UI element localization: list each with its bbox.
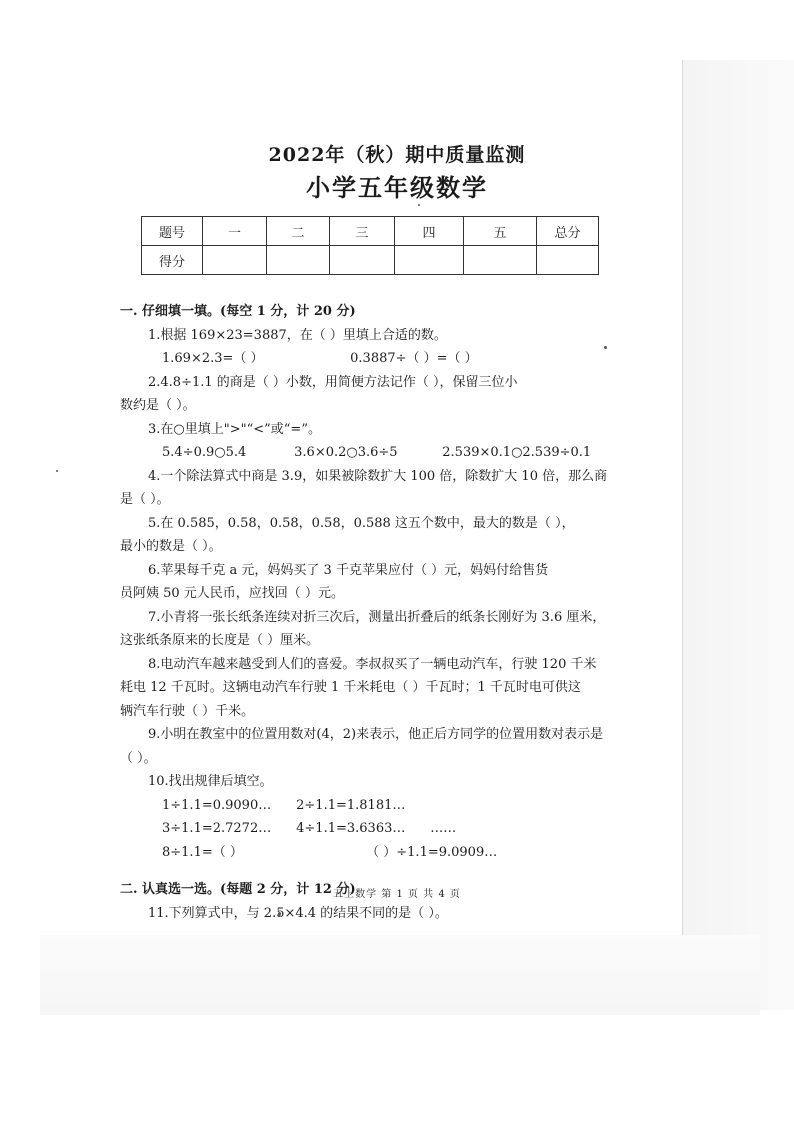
exam-content [120, 300, 680, 925]
question-2: 2.4.8÷1.1 的商是（ ）小数，用简便方法记作（ ），保留三位小 [148, 374, 518, 390]
score-cell[interactable] [395, 246, 464, 275]
exam-title: 2022年（秋）期中质量监测 [268, 144, 526, 166]
question-4-cont: 是（ ）。 [120, 492, 170, 507]
question-6-cont: 员阿姨 50 元人民币，应找回（ ）元。 [120, 586, 344, 601]
q10-item: （ ）÷1.1=9.0909… [366, 844, 498, 860]
question-10-row-2 [120, 817, 680, 841]
question-5-cont: 最小的数是（ ）。 [120, 539, 222, 554]
score-cell[interactable] [330, 246, 395, 275]
q10-item: 4÷1.1=3.6363… [296, 821, 406, 836]
question-8: 8.电动汽车越来越受到人们的喜爱。李叔叔买了一辆电动汽车，行驶 120 千米 [148, 656, 597, 672]
q3-item-c: 2.539×0.1○2.539÷0.1 [442, 445, 592, 460]
score-header-cell: 二 [267, 217, 330, 246]
score-cell[interactable] [203, 246, 267, 275]
score-header-cell: 四 [395, 217, 464, 246]
question-3-items [120, 441, 680, 465]
question-9-cont: （ ）。 [120, 750, 157, 766]
score-header-cell: 一 [203, 217, 267, 246]
question-1-items [120, 347, 680, 371]
score-table-header-row [142, 217, 599, 246]
question-3: 3.在○里填上">"“<”或“=”。 [148, 421, 321, 437]
q10-item: 3÷1.1=2.7272… [162, 821, 272, 836]
score-row-label: 得分 [142, 246, 203, 275]
score-header-cell: 三 [330, 217, 395, 246]
q10-item: 8÷1.1=（ ） [162, 844, 243, 860]
scan-speck [418, 204, 420, 206]
score-cell[interactable] [464, 246, 537, 275]
question-7: 7.小青将一张长纸条连续对折三次后，测量出折叠后的纸条长刚好为 3.6 厘米， [148, 609, 606, 625]
question-2-cont: 数约是（ ）。 [120, 398, 196, 413]
scan-speck [56, 470, 58, 472]
exam-subtitle: 小学五年级数学 [306, 173, 488, 202]
score-header-cell: 五 [464, 217, 537, 246]
q10-item: …… [430, 821, 457, 836]
score-cell[interactable] [267, 246, 330, 275]
question-4: 4.一个除法算式中商是 3.9，如果被除数扩大 100 倍，除数扩大 10 倍，那么商 [148, 468, 608, 484]
q10-item: 2÷1.1=1.8181… [296, 797, 406, 813]
score-header-cell: 题号 [142, 217, 203, 246]
q3-item-a: 5.4÷0.9○5.4 [162, 445, 247, 460]
q10-item: 1÷1.1=0.9090… [162, 797, 272, 813]
q1-item-b: 0.3887÷（ ）=（ ） [350, 351, 478, 366]
score-table [141, 216, 599, 275]
question-8-cont2: 辆汽车行驶（ ）千米。 [120, 703, 255, 719]
question-1: 1.根据 169×23=3887，在（ ）里填上合适的数。 [148, 327, 447, 343]
question-7-cont: 这张纸条原来的长度是（ ）厘米。 [120, 633, 320, 648]
scan-shadow-bottom [40, 935, 760, 1015]
question-9: 9.小明在教室中的位置用数对(4，2)来表示，他正后方同学的位置用数对表示是 [148, 727, 604, 742]
section-2-heading: 二. 认真选一选。(每题 2 分，计 12 分) [120, 882, 356, 897]
section-1-heading: 一. 仔细填一填。(每空 1 分，计 20 分) [120, 304, 356, 319]
question-10: 10.找出规律后填空。 [148, 774, 273, 789]
score-table-score-row [142, 246, 599, 275]
question-5: 5.在 0.585，0.58，0.58，0.58，0.588 这五个数中，最大的数是（ ）， [148, 515, 575, 531]
q3-item-b: 3.6×0.2○3.6÷5 [294, 445, 398, 460]
question-10-row-3 [120, 841, 680, 865]
score-cell[interactable] [537, 246, 599, 275]
score-header-cell: 总分 [537, 217, 599, 246]
question-11: 11.下列算式中，与 2.5×4.4 的结果不同的是（ ）。 [148, 905, 448, 921]
question-10-row-1 [120, 794, 680, 818]
question-8-cont: 耗电 12 千瓦时。这辆电动汽车行驶 1 千米耗电（ ）千瓦时；1 千瓦时电可供这 [120, 680, 581, 695]
q1-item-a: 1.69×2.3=（ ） [162, 351, 264, 366]
question-6: 6.苹果每千克 a 元，妈妈买了 3 千克苹果应付（ ）元，妈妈付给售货 [148, 562, 549, 578]
page-footer: 五上数学 第 1 页 共 4 页 [333, 889, 461, 900]
